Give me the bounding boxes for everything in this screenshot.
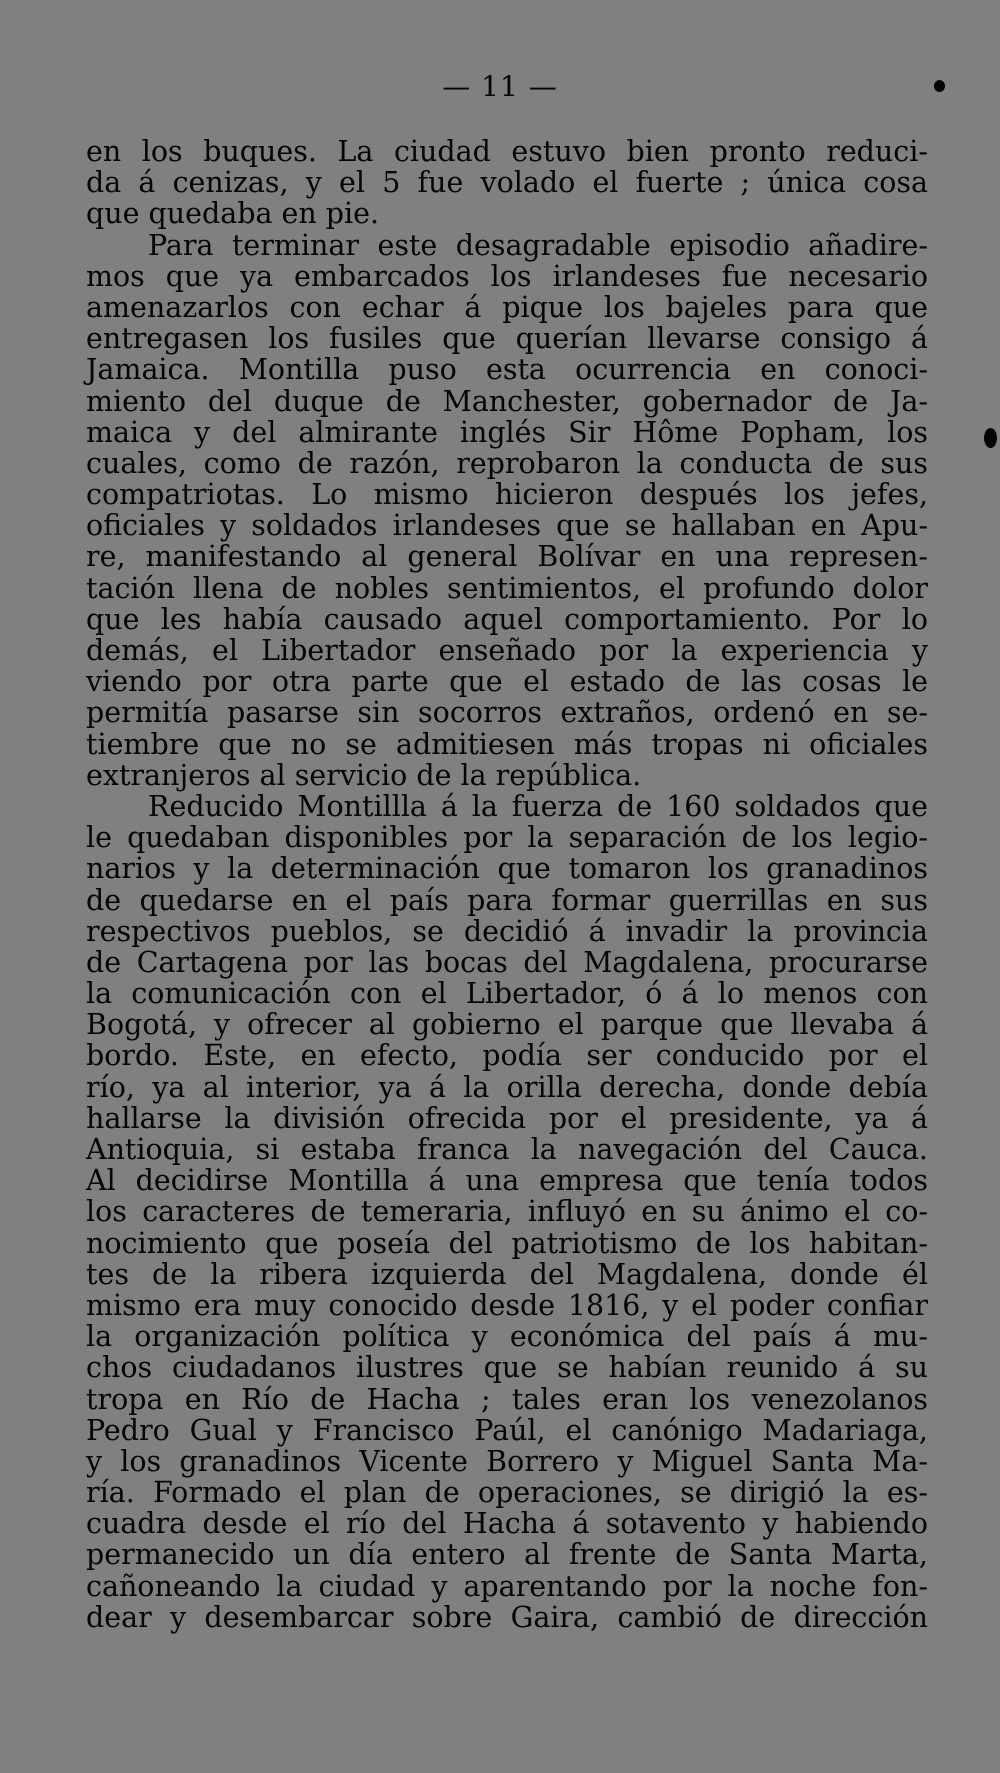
text-line: Jamaica. Montilla puso esta ocurrencia en conoci-: [86, 353, 928, 387]
text-line: le quedaban disponibles por la separación de los legio-: [86, 821, 928, 855]
text-line: la organización política y económica del país á mu-: [86, 1320, 928, 1354]
text-line: maica y del almirante inglés Sir Hôme Popham, los: [86, 415, 928, 449]
text-line: cuadra desde el río del Hacha á sotavento y habiendo: [86, 1507, 928, 1541]
text-line: río, ya al interior, ya á la orilla derecha, donde debía: [86, 1070, 928, 1104]
ink-speck-top-right: [934, 80, 945, 92]
text-line: y los granadinos Vicente Borrero y Miguel Santa Ma-: [86, 1444, 928, 1478]
text-line: respectivos pueblos, se decidió á invadir la provincia: [86, 914, 928, 948]
text-line: oficiales y soldados irlandeses que se hallaban en Apu-: [86, 509, 928, 543]
text-line: da á cenizas, y el 5 fue volado el fuerte ; única cosa: [86, 166, 928, 200]
text-line: Bogotá, y ofrecer al gobierno el parque que llevaba á: [86, 1008, 928, 1042]
text-line: miento del duque de Manchester, gobernador de Ja-: [86, 384, 928, 418]
text-line: que quedaba en pie.: [86, 197, 380, 231]
text-body: [86, 136, 928, 1633]
text-line: demás, el Libertador enseñado por la experiencia y: [86, 634, 928, 667]
text-line: amenazarlos con echar á pique los bajeles para que: [86, 290, 928, 324]
text-line: Para terminar este desagradable episodio añadire-: [148, 228, 928, 262]
text-line: ría. Formado el plan de operaciones, se dirigió la es-: [86, 1476, 928, 1510]
text-line: mismo era muy conocido desde 1816, y el poder confiar: [86, 1288, 928, 1322]
text-line: bordo. Este, en efecto, podía ser conducido por el: [86, 1039, 928, 1073]
text-line: extranjeros al servicio de la república.: [86, 758, 642, 792]
text-line: mos que ya embarcados los irlandeses fue necesario: [86, 259, 928, 293]
text-line: cañoneando la ciudad y aparentando por la noche fon-: [86, 1569, 928, 1603]
text-line: permanecido un día entero al frente de Santa Marta,: [86, 1538, 928, 1572]
paragraph: [86, 230, 928, 791]
text-line: permitía pasarse sin socorros extraños, ordenó en se-: [86, 696, 928, 730]
text-line: tiembre que no se admitiesen más tropas ni oficiales: [86, 727, 928, 761]
text-line: compatriotas. Lo mismo hicieron después los jefes,: [86, 478, 928, 512]
text-line: viendo por otra parte que el estado de las cosas le: [86, 665, 928, 699]
paragraph: [86, 791, 928, 1633]
text-line: tes de la ribera izquierda del Magdalena, donde él: [86, 1257, 928, 1291]
text-line: Al decidirse Montilla á una empresa que tenía todos: [86, 1164, 928, 1198]
text-line: los caracteres de temeraria, influyó en su ánimo el co-: [86, 1195, 928, 1229]
text-line: Antioquia, si estaba franca la navegación del Cauca.: [86, 1133, 928, 1166]
text-line: entregasen los fusiles que querían llevarse consigo á: [86, 322, 928, 356]
text-line: de quedarse en el país para formar guerrillas en sus: [86, 883, 928, 917]
text-line: Reducido Montillla á la fuerza de 160 soldados que: [148, 789, 928, 823]
text-line: re, manifestando al general Bolívar en una represen-: [86, 540, 928, 574]
text-line: narios y la determinación que tomaron los granadinos: [86, 852, 928, 886]
text-line: cuales, como de razón, reprobaron la conducta de sus: [86, 446, 928, 480]
text-line: nocimiento que poseía del patriotismo de los habitan-: [86, 1226, 928, 1260]
page-number: — 11 —: [442, 70, 558, 103]
paragraph: [86, 136, 928, 230]
text-line: hallarse la división ofrecida por el presidente, ya á: [86, 1101, 928, 1135]
text-line: Pedro Gual y Francisco Paúl, el canónigo Madariaga,: [86, 1413, 928, 1447]
ink-speck-margin: [984, 428, 997, 448]
text-line: chos ciudadanos ilustres que se habían reunido á su: [86, 1351, 928, 1385]
text-line: la comunicación con el Libertador, ó á lo menos con: [86, 977, 928, 1011]
text-line: en los buques. La ciudad estuvo bien pronto reduci-: [86, 135, 928, 168]
text-line: de Cartagena por las bocas del Magdalena, procurarse: [86, 945, 928, 979]
text-line: tación llena de nobles sentimientos, el profundo dolor: [86, 571, 928, 605]
text-line: que les había causado aquel comportamiento. Por lo: [86, 602, 928, 636]
text-line: dear y desembarcar sobre Gaira, cambió de dirección: [86, 1600, 928, 1634]
text-line: tropa en Río de Hacha ; tales eran los venezolanos: [86, 1382, 928, 1416]
